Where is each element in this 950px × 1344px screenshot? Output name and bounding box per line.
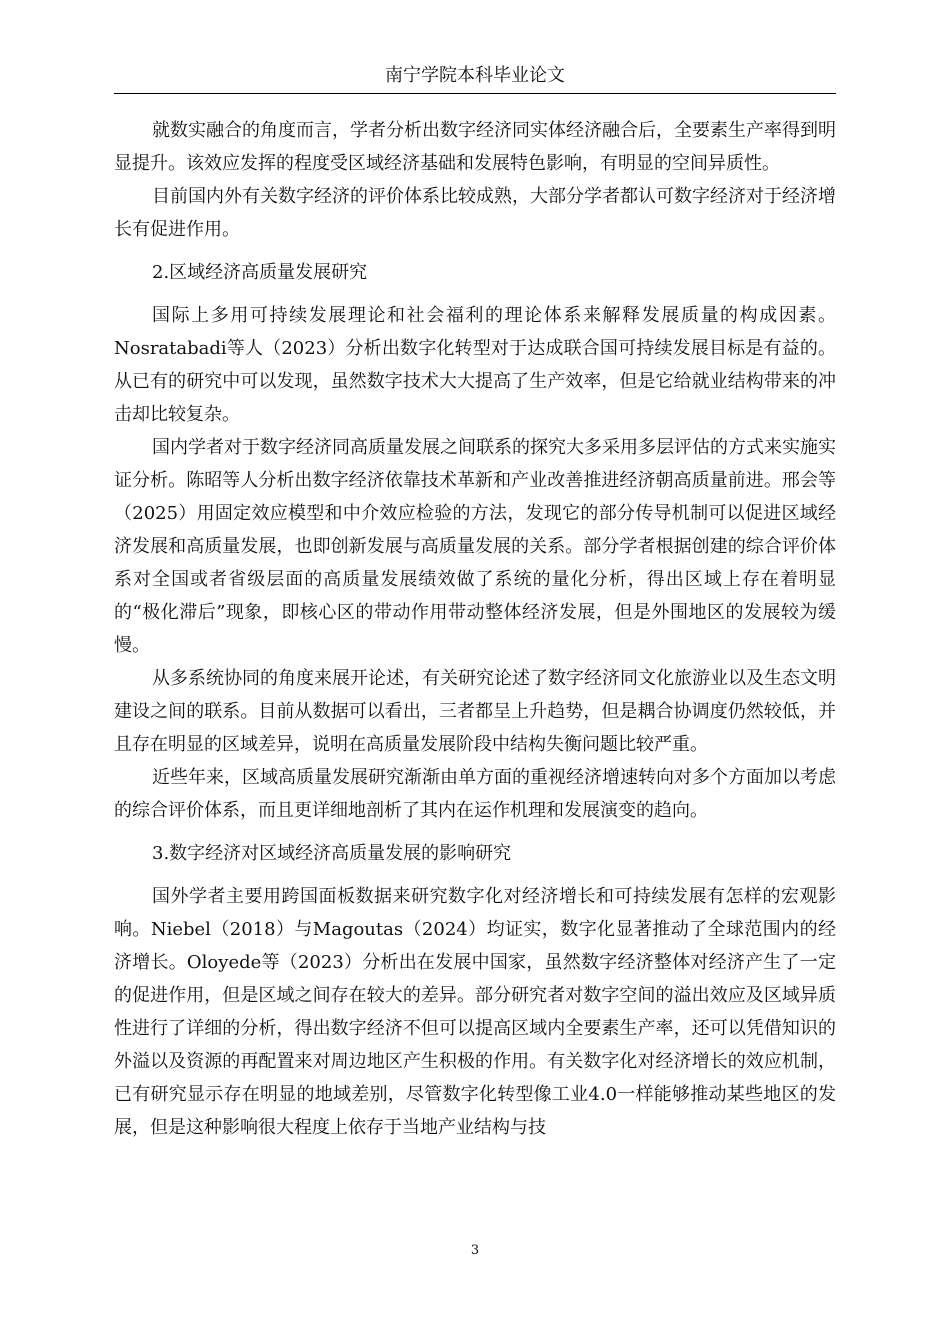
paragraph: 从多系统协同的角度来展开论述，有关研究论述了数字经济同文化旅游业以及生态文明建设之间的联系。目前从数据可以看出，三者都呈上升趋势，但是耦合协调度仍然较低，并且存在明显的区域差异，说明在高质量发展阶段中结构失衡问题比较严重。: [114, 668, 836, 755]
paragraph: 国外学者主要用跨国面板数据来研究数字化对经济增长和可持续发展有怎样的宏观影响。Niebel（2018）与Magoutas（2024）均证实，数字化显著推动了全球范围内的经济增长。Oloyede等（2023）分析出在发展中国家，虽然数字经济整体对经济产生了一定的促进作用，但是区域之间存在较大的差异。部分研究者对数字空间的溢出效应及区域异质性进行了详细的分析，得出数字经济不但可以提高区域内全要素生产率，还可以凭借知识的外溢以及资源的再配置来对周边地区产生积极的作用。有关数字化对经济增长的效应机制，已有研究显示存在明显的地域差别，尽管数字化转型像工业4.0一样能够推动某些地区的发展，但是这种影响很大程度上依存于当地产业结构与技: [114, 886, 836, 1138]
page-body: [114, 114, 836, 1144]
running-header: 南宁学院本科毕业论文: [385, 65, 565, 86]
paragraph: 就数实融合的角度而言，学者分析出数字经济同实体经济融合后，全要素生产率得到明显提升。该效应发挥的程度受区域经济基础和发展特色影响，有明显的空间异质性。: [114, 120, 836, 174]
paragraph: 近些年来，区域高质量发展研究渐渐由单方面的重视经济增速转向对多个方面加以考虑的综合评价体系，而且更详细地剖析了其内在运作机理和发展演变的趋向。: [114, 767, 836, 821]
section-heading: 2.区域经济高质量发展研究: [152, 262, 368, 283]
header-divider: [114, 93, 836, 94]
page-number: 3: [470, 1243, 480, 1258]
paragraph: 国内学者对于数字经济同高质量发展之间联系的探究大多采用多层评估的方式来实施实证分析。陈昭等人分析出数字经济依靠技术革新和产业改善推进经济朝高质量前进。邢会等（2025）用固定效应模型和中介效应检验的方法，发现它的部分传导机制可以促进区域经济发展和高质量发展，也即创新发展与高质量发展的关系。部分学者根据创建的综合评价体系对全国或者省级层面的高质量发展绩效做了系统的量化分析，得出区域上存在着明显的“极化滞后”现象，即核心区的带动作用带动整体经济发展，但是外围地区的发展较为缓慢。: [114, 437, 836, 656]
paragraph: 目前国内外有关数字经济的评价体系比较成熟，大部分学者都认可数字经济对于经济增长有促进作用。: [114, 186, 836, 240]
paragraph: 国际上多用可持续发展理论和社会福利的理论体系来解释发展质量的构成因素。Nosratabadi等人（2023）分析出数字化转型对于达成联合国可持续发展目标是有益的。从已有的研究中可以发现，虽然数字技术大大提高了生产效率，但是它给就业结构带来的冲击却比较复杂。: [114, 305, 836, 425]
section-heading: 3.数字经济对区域经济高质量发展的影响研究: [152, 843, 512, 864]
